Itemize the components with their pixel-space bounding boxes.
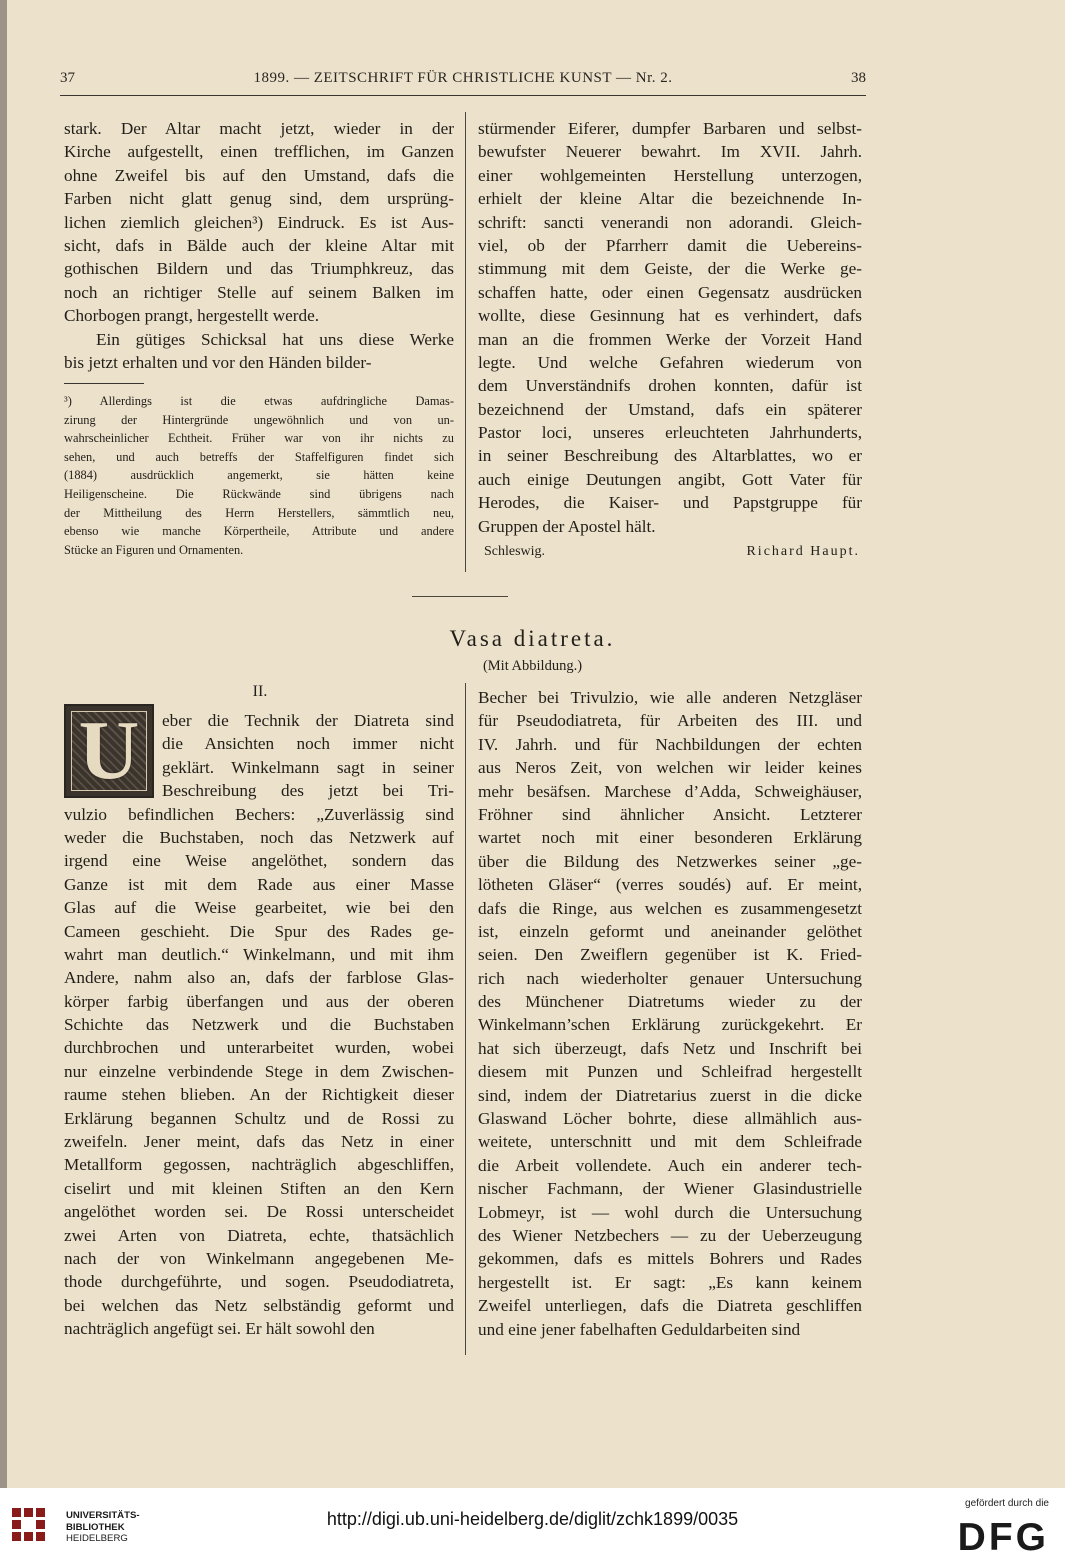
text-line: bezeichnend der Umstand, dafs ein späterer <box>478 399 862 419</box>
text-line: lichen ziemlich gleichen³) Eindruck. Es ist Aus- <box>64 212 454 232</box>
signoff <box>484 544 860 564</box>
text-line: eber die Technik der Diatreta sind <box>162 711 454 730</box>
text-line: einer wohlgemeinten Herstellung unterzogen, <box>478 165 862 185</box>
text-line: ebenso wie manche Körpertheile, Attribute und andere <box>64 524 454 539</box>
text-line: hat sich überzeugt, dafs Netz und Inschrift bei <box>478 1038 862 1058</box>
text-line: stürmender Eiferer, dumpfer Barbaren und selbst- <box>478 119 862 138</box>
library-line-3: HEIDELBERG <box>66 1533 128 1544</box>
text-line: zwei Arten von Diatreta, echte, thatsächlich <box>64 1225 454 1245</box>
dfg-logo[interactable]: DFG <box>957 1516 1049 1559</box>
text-line: nachträglich angefügt sei. Er hält sowohl den <box>64 1319 375 1339</box>
section-number: II. <box>252 683 268 700</box>
page-number-left: 37 <box>60 70 75 86</box>
text-line: zweifeln. Jener meint, dafs das Netz in einer <box>64 1132 454 1152</box>
text-line: noch an richtiger Stelle auf seinem Balken im <box>64 282 454 302</box>
text-line: Fröhner sind ähnlicher Ansicht. Letzterer <box>478 804 862 824</box>
text-line: die Arbeit vollendete. Auch ein anderer tech- <box>478 1155 862 1175</box>
text-line: Ganze ist mit dem Rade aus einer Masse <box>64 874 454 894</box>
text-line: Zweifel unterliegen, dafs die Diatreta geschliffen <box>478 1296 862 1316</box>
text-line: Metallform gegossen, nachträglich abgeschliffen, <box>64 1155 454 1175</box>
library-line-1: UNIVERSITÄTS- <box>66 1510 140 1521</box>
text-line: in seiner Beschreibung des Altarblattes, wo er <box>478 446 862 466</box>
text-line: rich nach wiederholter genauer Untersuchung <box>478 968 862 988</box>
text-line: seien. Den Zweiflern gegenüber ist K. Fried- <box>478 945 862 965</box>
signoff-author: Richard Haupt. <box>746 544 860 559</box>
text-line: ohne Zweifel bis auf den Umstand, dafs die <box>64 165 454 185</box>
text-line: dafs die Ringe, aus welchen es zusammengesetzt <box>478 898 862 918</box>
text-line: Becher bei Trivulzio, wie alle anderen Netzgläser <box>478 688 862 707</box>
text-line: lötheten Gläser“ (verres soudés) auf. Er meint, <box>478 875 862 895</box>
article-separator <box>412 596 508 597</box>
text-line: körper farbig überfangen und aus der oberen <box>64 991 454 1011</box>
text-line: ciselirt und mit kleinen Stiften an den Kern <box>64 1178 454 1198</box>
page-number-right: 38 <box>851 70 866 86</box>
text-line: des Münchener Diatretums wieder zu der <box>478 992 862 1012</box>
initial-letter: U <box>78 704 140 797</box>
column-divider <box>465 112 466 572</box>
text-line: gekommen, dafs es mittels Bohrers und Rades <box>478 1249 862 1269</box>
bottom-left-column <box>64 704 454 1341</box>
text-line: angelöthet worden sei. De Rossi unterscheidet <box>64 1202 454 1222</box>
text-line: geklärt. Winkelmann sagt in seiner <box>162 757 454 777</box>
text-line: Erklärung begannen Schultz und de Rossi zu <box>64 1108 454 1128</box>
text-line: Cameen geschieht. Die Spur des Rades ge- <box>64 921 454 941</box>
page-edge-shadow <box>0 0 7 1488</box>
text-line: nach der von Winkelmann angegebenen Me- <box>64 1248 454 1268</box>
text-line: Glas auf die Weise gearbeitet, wie bei den <box>64 898 454 918</box>
text-line: Gruppen der Apostel hält. <box>478 516 656 536</box>
text-line: wahrscheinlicher Echtheit. Früher war von ihr nichts zu <box>64 431 454 446</box>
text-line: dem Unverständnifs drohen konnten, dafür ist <box>478 376 862 396</box>
text-line: zirung der Hintergründe ungewöhnlich und von un- <box>64 412 454 427</box>
text-line: für Pseudodiatreta, für Arbeiten des III. und <box>478 711 862 731</box>
running-header <box>60 70 866 92</box>
footnote-rule <box>64 383 144 384</box>
text-line: Stücke an Figuren und Ornamenten. <box>64 542 244 557</box>
text-line: Winkelmann’schen Erklärung zurückgekehrt. Er <box>478 1015 862 1035</box>
text-line: Herodes, die Kaiser- und Papstgruppe für <box>478 493 862 513</box>
article-title: Vasa diatreta. <box>449 626 616 651</box>
text-line: auch einige Deutungen angibt, Gott Vater für <box>478 469 862 489</box>
text-line: Schichte das Netzwerk und die Buchstaben <box>64 1015 454 1035</box>
text-line: weitete, unterschnitt und mit dem Schleifrade <box>478 1132 862 1152</box>
text-line: die Ansichten noch immer nicht <box>162 734 454 754</box>
text-line: schrift: sancti venerandi non adorandi. Gleich- <box>478 212 862 232</box>
text-line: der Mittheilung des Herrn Herstellers, sämmtlich neu, <box>64 505 454 520</box>
text-line: diesem mit Punzen und Schleifrad hergestellt <box>478 1062 862 1082</box>
text-line: mehr besäfsen. Marchese d’Adda, Schweighäuser, <box>478 781 862 801</box>
text-line: hergestellt ist. Er sagt: „Es kann keinem <box>478 1272 862 1292</box>
journal-title: 1899. — ZEITSCHRIFT FÜR CHRISTLICHE KUNST — Nr. 2. <box>253 70 673 86</box>
text-line: durchbrochen und unterarbeitet wurden, wobei <box>64 1038 454 1058</box>
text-line: über die Bildung des Netzwerkes seiner „ge- <box>478 851 862 871</box>
text-line: thode durchgeführte, und sogen. Pseudodiatreta, <box>64 1272 454 1292</box>
text-line: Pastor loci, unseres erleuchteten Jahrhunderts, <box>478 423 862 443</box>
top-left-column <box>64 117 454 374</box>
text-line: des Wiener Netzbechers — zu der Ueberzeugung <box>478 1225 862 1245</box>
text-line: Glaswand Löcher bohrte, diese allmählich aus- <box>478 1109 862 1129</box>
text-line: irgend eine Weise angelöthet, sondern das <box>64 851 454 871</box>
text-line: stark. Der Altar macht jetzt, wieder in der <box>64 119 454 138</box>
article-subtitle: (Mit Abbildung.) <box>482 658 583 674</box>
text-line: bewufster Neuerer bewahrt. Im XVII. Jahrh. <box>478 142 862 162</box>
library-line-2: BIBLIOTHEK <box>66 1521 125 1533</box>
text-line: Kirche aufgestellt, einen trefflichen, im Ganzen <box>64 142 454 162</box>
text-line: Ein gütiges Schicksal hat uns diese Werke <box>96 329 454 349</box>
text-line: sind, indem der Diatretarius zuerst in die dicke <box>478 1085 862 1105</box>
text-line: weder die Buchstaben, noch das Netzwerk auf <box>64 827 454 847</box>
text-line: aus Neros Zeit, von welchen wir leider keines <box>478 758 862 778</box>
text-line: ³) Allerdings ist die etwas aufdringliche Damas- <box>64 394 454 408</box>
signoff-place: Schleswig. <box>484 544 546 559</box>
bottom-right-column <box>478 686 862 1341</box>
text-line: raume stehen blieben. An der Richtigkeit dieser <box>64 1085 454 1105</box>
text-line: schaffen hatte, oder einen Gegensatz ausdrücken <box>478 282 862 302</box>
text-line: nischer Fachmann, der Wiener Glasindustrielle <box>478 1179 862 1199</box>
header-rule <box>60 95 866 96</box>
column-divider-lower <box>465 683 466 1355</box>
text-line: bis jetzt erhalten und vor den Händen bilder- <box>64 352 372 372</box>
funded-by-label: gefördert durch die <box>965 1498 1049 1509</box>
text-line: Farben nicht glatt genug sind, dem ursprüng- <box>64 189 454 209</box>
text-line: Heiligenscheine. Die Rückwände sind übrigens nach <box>64 486 454 501</box>
text-line: bei welchen das Netz selbständig geformt und <box>64 1295 454 1315</box>
text-line: Chorbogen prangt, hergestellt werde. <box>64 306 320 326</box>
text-line: sehen, und auch betreffs der Staffelfiguren findet sich <box>64 449 454 464</box>
text-line: wollte, diese Gesinnung hat es verhindert, dafs <box>478 306 862 326</box>
text-line: und eine jener fabelhaften Geduldarbeiten sind <box>478 1319 801 1339</box>
text-line: viel, ob der Pfarrherr damit die Uebereins- <box>478 235 862 255</box>
text-line: (1884) ausdrücklich angemerkt, sie hätten keine <box>64 468 454 483</box>
text-line: nur einzelne verbindende Stege in dem Zwischen- <box>64 1061 454 1081</box>
text-line: sicht, dafs in Bälde auch der kleine Altar mit <box>64 235 454 255</box>
text-line: wartet noch mit einer besonderen Erklärung <box>478 828 862 848</box>
text-line: ist, einzeln geformt und aneinander gelöthet <box>478 921 862 941</box>
footnote <box>64 392 454 559</box>
top-right-column <box>478 117 862 538</box>
text-line: IV. Jahrh. und für Nachbildungen der echten <box>478 734 862 754</box>
text-line: vulzio befindlichen Bechers: „Zuverlässig sind <box>64 804 454 824</box>
text-line: legte. Und welche Gefahren wiederum von <box>478 352 862 372</box>
text-line: man an die frommen Werke der Vorzeit Hand <box>478 329 862 349</box>
text-line: wahrt man deutlich.“ Winkelmann, und mit ihm <box>64 944 454 964</box>
text-line: stimmung mit dem Geiste, der die Werke ge- <box>478 259 862 279</box>
text-line: Beschreibung des jetzt bei Tri- <box>162 781 454 801</box>
text-line: gothischen Bildern und das Triumphkreuz, das <box>64 259 454 279</box>
text-line: Andere, nahm also an, dafs der farblose Glas- <box>64 968 454 988</box>
text-line: Lobmeyr, ist — wohl durch die Untersuchung <box>478 1202 862 1222</box>
permalink-url[interactable]: http://digi.ub.uni-heidelberg.de/diglit/zchk1899/0035 <box>326 1509 739 1529</box>
text-line: erhielt der kleine Altar die bezeichnende In- <box>478 189 862 209</box>
